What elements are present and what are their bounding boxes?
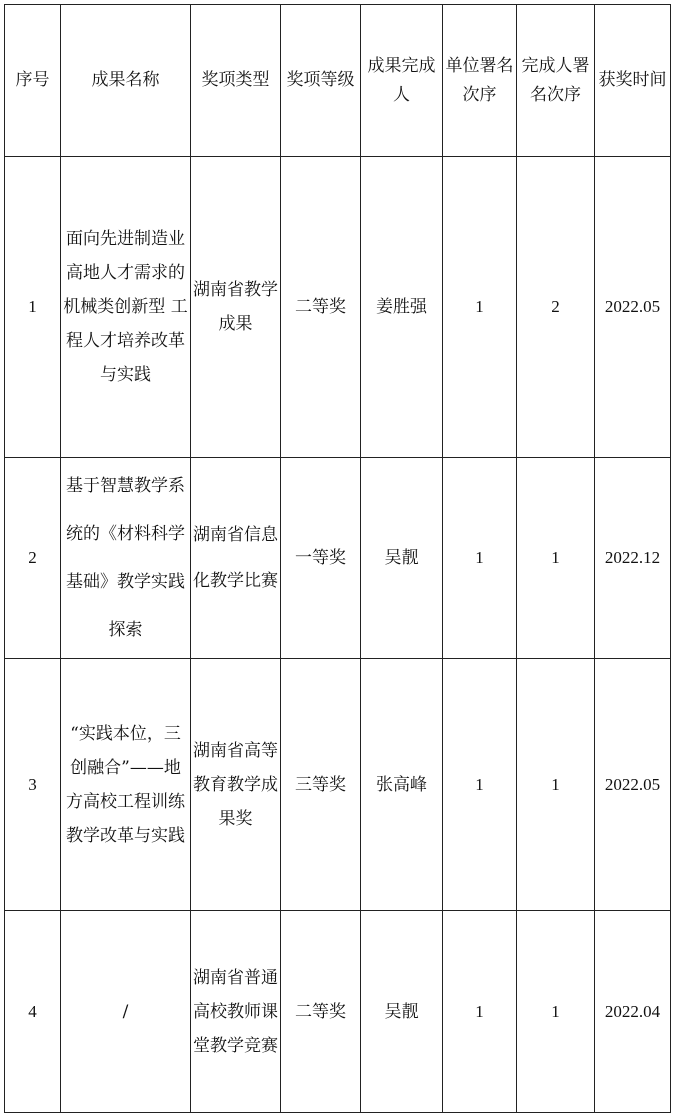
cell-date: 2022.04 xyxy=(595,911,671,1113)
cell-date: 2022.12 xyxy=(595,458,671,659)
cell-name: “实践本位，三创融合”——地方高校工程训练教学改革与实践 xyxy=(61,659,191,911)
cell-type: 湖南省普通高校教师课堂教学竞赛 xyxy=(191,911,281,1113)
cell-level: 一等奖 xyxy=(281,458,361,659)
cell-unit-order: 1 xyxy=(443,157,517,458)
cell-person: 吴靓 xyxy=(361,911,443,1113)
cell-person-order: 1 xyxy=(517,458,595,659)
cell-person: 张高峰 xyxy=(361,659,443,911)
cell-date: 2022.05 xyxy=(595,659,671,911)
cell-name: / xyxy=(61,911,191,1113)
header-person: 成果完成人 xyxy=(361,5,443,157)
cell-index: 4 xyxy=(5,911,61,1113)
header-person-order: 完成人署名次序 xyxy=(517,5,595,157)
header-date: 获奖时间 xyxy=(595,5,671,157)
cell-unit-order: 1 xyxy=(443,458,517,659)
cell-type: 湖南省信息化教学比赛 xyxy=(191,458,281,659)
cell-index: 3 xyxy=(5,659,61,911)
cell-level: 三等奖 xyxy=(281,659,361,911)
table-row xyxy=(5,659,671,911)
cell-level: 二等奖 xyxy=(281,157,361,458)
cell-type: 湖南省教学成果 xyxy=(191,157,281,458)
cell-person-order: 1 xyxy=(517,911,595,1113)
cell-name: 基于智慧教学系统的《材料科学基础》教学实践探索 xyxy=(61,458,191,659)
table-row xyxy=(5,157,671,458)
cell-level: 二等奖 xyxy=(281,911,361,1113)
table-row xyxy=(5,911,671,1113)
header-name: 成果名称 xyxy=(61,5,191,157)
header-type: 奖项类型 xyxy=(191,5,281,157)
table-row xyxy=(5,458,671,659)
cell-person-order: 1 xyxy=(517,659,595,911)
header-index: 序号 xyxy=(5,5,61,157)
cell-person: 吴靓 xyxy=(361,458,443,659)
cell-unit-order: 1 xyxy=(443,659,517,911)
cell-type: 湖南省高等教育教学成果奖 xyxy=(191,659,281,911)
cell-index: 2 xyxy=(5,458,61,659)
cell-name: 面向先进制造业高地人才需求的机械类创新型 工程人才培养改革与实践 xyxy=(61,157,191,458)
cell-person: 姜胜强 xyxy=(361,157,443,458)
cell-date: 2022.05 xyxy=(595,157,671,458)
header-unit-order: 单位署名次序 xyxy=(443,5,517,157)
header-row xyxy=(5,5,671,157)
cell-person-order: 2 xyxy=(517,157,595,458)
cell-index: 1 xyxy=(5,157,61,458)
cell-unit-order: 1 xyxy=(443,911,517,1113)
header-level: 奖项等级 xyxy=(281,5,361,157)
awards-table xyxy=(4,4,671,1113)
